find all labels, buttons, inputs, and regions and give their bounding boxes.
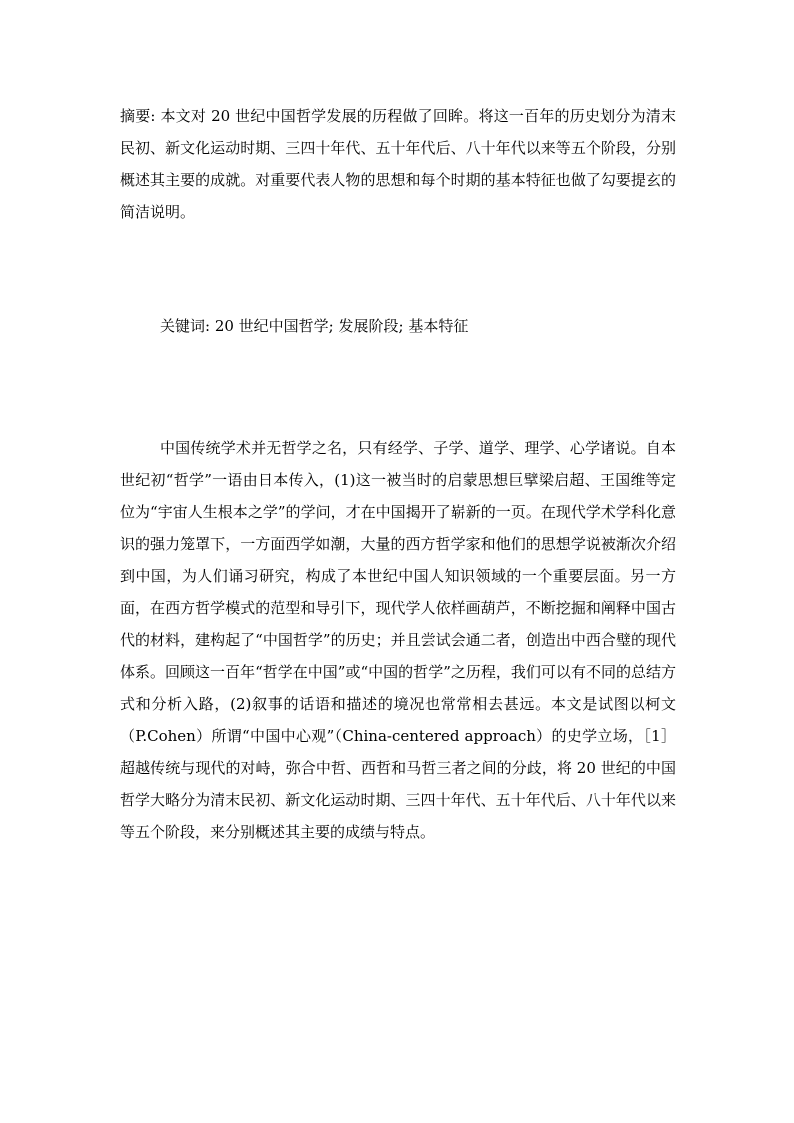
abstract-text: 本文对 20 世纪中国哲学发展的历程做了回眸。将这一百年的历史划分为清末民初、新文化运动时期、三四十年代、五十年代后、八十年代以来等五个阶段，分别概述其主要的成就。对重要代表人物的思想和每个时期的基本特征也做了勾要提玄的简洁说明。 bbox=[120, 107, 676, 221]
keywords-paragraph bbox=[160, 310, 680, 342]
abstract-paragraph bbox=[120, 100, 676, 228]
abstract-label: 摘要: bbox=[120, 107, 156, 125]
keywords-label: 关键词: bbox=[160, 317, 211, 335]
keywords-text: 20 世纪中国哲学; 发展阶段; 基本特征 bbox=[210, 317, 469, 335]
body-paragraph: 中国传统学术并无哲学之名，只有经学、子学、道学、理学、心学诸说。自本世纪初“哲学”一语由日本传入，(1)这一被当时的启蒙思想巨擘梁启超、王国维等定位为“宇宙人生根本之学”的学问，才在中国揭开了崭新的一页。在现代学术学科化意识的强力笼罩下，一方面西学如潮，大量的西方哲学家和他们的思想学说被渐次介绍到中国，为人们诵习研究，构成了本世纪中国人知识领域的一个重要层面。另一方面，在西方哲学模式的范型和导引下，现代学人依样画葫芦，不断挖掘和阐释中国古代的材料，建构起了“中国哲学”的历史；并且尝试会通二者，创造出中西合璧的现代体系。回顾这一百年“哲学在中国”或“中国的哲学”之历程，我们可以有不同的总结方式和分析入路，(2)叙事的话语和描述的境况也常常相去甚远。本文是试图以柯文（P.Cohen）所谓“中国中心观”（China-centered approach）的史学立场，［1］超越传统与现代的对峙，弥合中哲、西哲和马哲三者之间的分歧，将 20 世纪的中国哲学大略分为清末民初、新文化运动时期、三四十年代、五十年代后、八十年代以来等五个阶段，来分别概述其主要的成绩与特点。 bbox=[120, 439, 676, 841]
